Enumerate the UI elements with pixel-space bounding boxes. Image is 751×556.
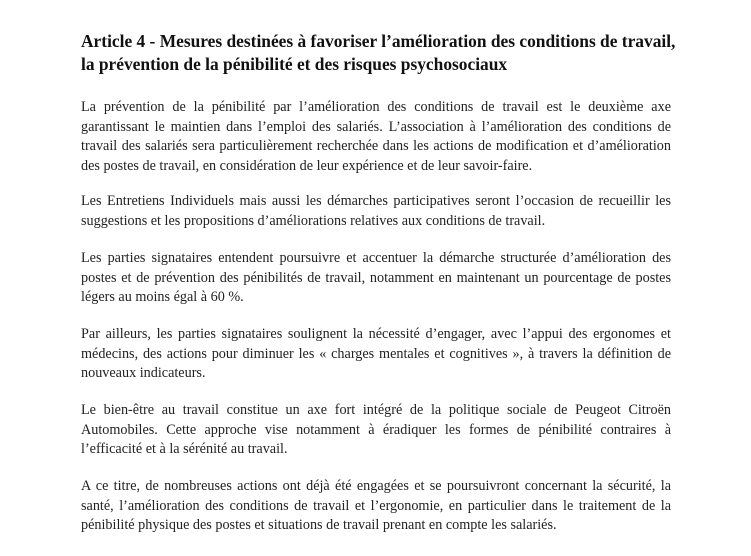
- paragraph-line: Automobiles. Cette approche vise notamment à éradiquer les formes de pénibilité contraires à: [81, 421, 671, 438]
- paragraph-actions: [81, 477, 671, 536]
- paragraph-line: travail des salariés sera particulièrement recherchée dans les actions de modification et d’amélioration: [81, 138, 671, 154]
- paragraph-entretiens: [81, 192, 671, 231]
- paragraph-prevention: [81, 98, 671, 176]
- article-heading-line: Article 4 - Mesures destinées à favoriser l’amélioration des conditions de travail,: [81, 31, 676, 51]
- paragraph-line: Les Entretiens Individuels mais aussi les démarches participatives seront l’occasion de recueillir les: [81, 193, 671, 209]
- paragraph-line: médecins, des actions pour diminuer les « charges mentales et cognitives », à travers la définition de: [81, 345, 671, 362]
- paragraph-line: santé, l’amélioration des conditions de travail et l’ergonomie, en particulier dans le traitement de la: [81, 497, 671, 514]
- article-heading-line: la prévention de la pénibilité et des risques psychosociaux: [81, 54, 508, 74]
- paragraph-line: suggestions et les propositions d’améliorations relatives aux conditions de travail.: [81, 212, 546, 229]
- paragraph-bien-etre: [81, 401, 671, 460]
- paragraph-line: des postes de travail, en considération de leur expérience et de leur savoir-faire.: [81, 157, 533, 174]
- article-heading: [81, 30, 681, 76]
- paragraph-line: pénibilité physique des postes et situations de travail prenant en compte les salariés.: [81, 517, 557, 533]
- paragraph-line: Par ailleurs, les parties signataires soulignent la nécessité d’engager, avec l’appui des ergonomes et: [81, 326, 671, 342]
- paragraph-charges-mentales: [81, 325, 671, 384]
- paragraph-line: l’efficacité et à la sérénité au travail.: [81, 441, 288, 457]
- paragraph-line: Les parties signataires entendent poursuivre et accentuer la démarche structurée d’amélioration des: [81, 250, 671, 266]
- paragraph-line: Le bien-être au travail constitue un axe fort intégré de la politique sociale de Peugeot Citroën: [81, 402, 671, 418]
- paragraph-line: nouveaux indicateurs.: [81, 365, 206, 381]
- paragraph-signataires: [81, 249, 671, 308]
- paragraph-line: postes et de prévention des pénibilités de travail, notamment en maintenant un pourcentage de postes: [81, 269, 671, 286]
- paragraph-line: garantissant le maintien dans l’emploi des salariés. L’association à l’amélioration des conditions de: [81, 118, 671, 135]
- paragraph-line: La prévention de la pénibilité par l’amélioration des conditions de travail est le deuxième axe: [81, 99, 671, 115]
- paragraph-line: A ce titre, de nombreuses actions ont déjà été engagées et se poursuivront concernant la sécurité, la: [81, 478, 671, 494]
- paragraph-line: légers au moins égal à 60 %.: [81, 289, 244, 305]
